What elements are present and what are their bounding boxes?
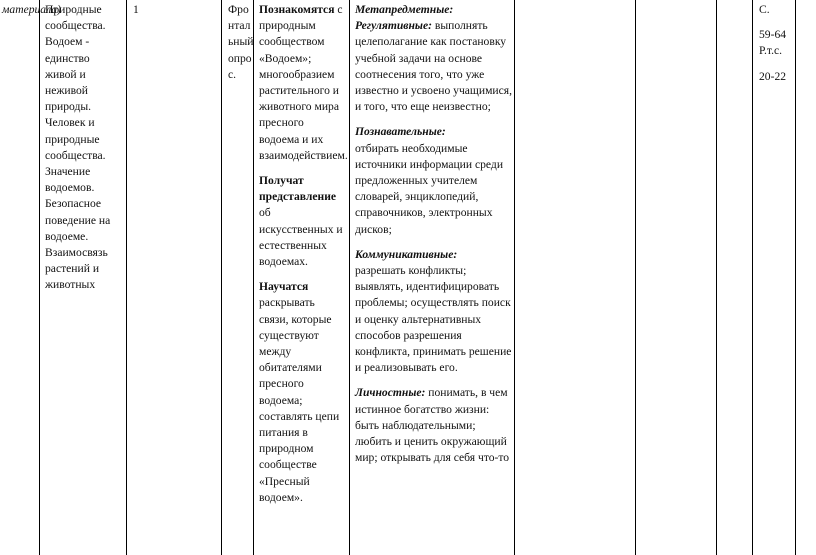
- cell-material-note: [2, 2, 61, 18]
- meta-reg-para: [355, 2, 515, 115]
- pages-line: С.: [759, 3, 770, 16]
- cog-text: отбирать необходимые источники информации среди предложенных учителем словарей, энциклопедий, справочников, электронных дисков;: [355, 141, 504, 236]
- com-head: Коммуникативные:: [355, 247, 458, 261]
- table-border: [795, 0, 796, 555]
- material-note-text: материала): [2, 3, 61, 16]
- table-border: [39, 0, 40, 555]
- hours-value: 1: [133, 3, 139, 16]
- per-para: [355, 385, 515, 466]
- table-border: [635, 0, 636, 555]
- cell-subject-results: [259, 2, 348, 515]
- table-border: [221, 0, 222, 555]
- table-border: [349, 0, 350, 555]
- subject-result-para: [259, 173, 344, 270]
- table-border: [126, 0, 127, 555]
- cell-topic: [45, 2, 123, 294]
- cell-control-form: [228, 2, 254, 83]
- table-border: [752, 0, 753, 555]
- subject-result-para: [259, 2, 348, 164]
- subject-result-text: об искусственных и естественных водоемах.: [259, 206, 343, 269]
- meta-head: Метапредметные:: [355, 3, 454, 16]
- topic-text: Природные сообщества. Водоем - единство живой и неживой природы. Человек и природные сообщества. Значение водоемов. Безопасное поведение на водоеме. Взаимосвязь растений и животных: [45, 3, 111, 292]
- reg-text: выполнять целеполагание как постановку учебной задачи на основе соотнесения того, что уже известно и усвоено учащимися, и того, что еще неизвестно;: [355, 19, 512, 114]
- subject-result-text: с природным сообществом «Водоем»; многообразием растительного и животного мира пресного водоема и их взаимодействием.: [259, 3, 348, 162]
- subject-result-text: раскрывать связи, которые существуют между обитателями пресного водоема; составлять цепи питания в природном сообществе «Пресный водоем».: [259, 296, 340, 504]
- cog-para: [355, 124, 515, 237]
- pages-line: 20-22: [759, 69, 787, 83]
- control-form-text: Фронтальный опрос.: [228, 3, 254, 81]
- table-border: [716, 0, 717, 555]
- reg-head: Регулятивные:: [355, 19, 432, 33]
- per-text: понимать, в чем истинное богатство жизни: быть наблюдательными; любить и ценить окружающий мир; открывать для себя что-то: [355, 386, 510, 465]
- cell-pages: [759, 2, 789, 94]
- subject-result-head: Познакомятся: [259, 3, 335, 16]
- per-head: Личностные:: [355, 386, 426, 400]
- pages-line: 59-64 Р.т.с.: [759, 28, 787, 58]
- subject-result-para: [259, 279, 344, 506]
- cell-hours: [133, 2, 173, 18]
- subject-result-head: Научатся: [259, 280, 309, 294]
- com-para: [355, 247, 515, 377]
- cell-meta-results: [355, 2, 515, 475]
- table-border: [253, 0, 254, 555]
- com-text: разрешать конфликты; выявлять, идентифицировать проблемы; осуществлять поиск и оценку альтернативных способов разрешения конфликта, принимать решение и реализовывать его.: [355, 264, 512, 375]
- subject-result-head: Получат представление: [259, 174, 337, 204]
- cog-head: Познавательные:: [355, 125, 446, 139]
